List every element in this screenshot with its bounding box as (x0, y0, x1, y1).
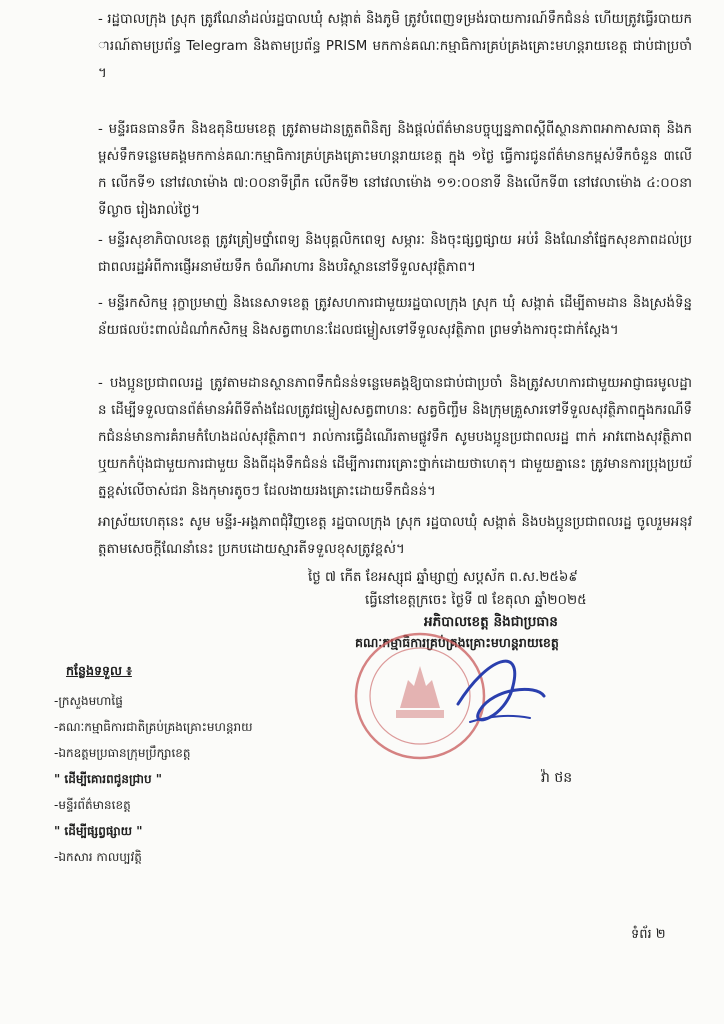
recipients-heading: កន្លែងទទួល ៖ (66, 663, 132, 678)
recipient-item: -គណៈកម្មាធិការជាតិគ្រប់គ្រងគ្រោះមហន្តរាយ (54, 720, 253, 734)
solar-date: ធ្វើនៅខេត្តក្រចេះ ថ្ងៃទី ៧ ខែតុលា ឆ្នាំ២០២៥ (365, 593, 587, 608)
paragraph-closing-request: អាស្រ័យហេតុនេះ សូម មន្ទីរ-អង្គភាពជុំវិញខេត្ត រដ្ឋបាលក្រុង ស្រុក រដ្ឋបាលឃុំ សង្កាត់ និងបងប្អូនប្រជាពលរដ្ឋ ចូលរួមអនុវត្តតាមសេចក្តីណែនាំនេះ ប្រកបដោយស្មារតីទទួលខុសត្រូវខ្ពស់។ (98, 515, 692, 557)
official-seal-and-signature (348, 626, 548, 776)
signatory-name: វ៉ា ថន (541, 770, 573, 786)
recipients-block (54, 660, 344, 870)
committee-title: គណៈកម្មាធិការគ្រប់គ្រងគ្រោះមហន្តរាយខេត្ត (355, 635, 559, 650)
signatory-title: អភិបាលខេត្ត និងជាប្រធាន (424, 614, 558, 630)
lunar-date: ថ្ងៃ ៧ កើត ខែអស្សុជ ឆ្នាំម្សាញ់ សប្តស័ក ព.ស.២៥៦៩ (308, 570, 578, 585)
seal-icon (348, 626, 548, 776)
paragraph-citizens-guidance: - បងប្អូនប្រជាពលរដ្ឋ ត្រូវតាមដានស្ថានភាពទឹកជំនន់ទន្លេមេគង្គឱ្យបានជាប់ជាប្រចាំ និងត្រូវសហការជាមួយអាជ្ញាធរមូលដ្ឋាន ដើម្បីទទួលបានព័ត៌មានអំពីទីតាំងដែលត្រូវជម្លៀសសត្វពាហនៈ សត្វចិញ្ចឹម និងក្រុមគ្រួសារទៅទីទួលសុវត្ថិភាពក្នុងករណីទឹកជំនន់មានការគំរាមកំហែងដល់សុវត្ថិភាព។ រាល់ការធ្វើដំណើរតាមផ្លូវទឹក សូមបងប្អូនប្រជាពលរដ្ឋ ពាក់ អាវពោងសុវត្ថិភាព ឬយកកំប៉ុងជាមួយការជាមួយ និងពីដុងទឹកជំនន់ ដើម្បីការពារគ្រោះថ្នាក់ដោយថាហេតុ។ ជាមួយគ្នានេះ ត្រូវមានការប្រុងប្រយ័ត្នខ្ពស់លើចាស់ជរា និងកុមារតូចៗ ដែលងាយរងគ្រោះដោយទឹកជំនន់។ (98, 376, 692, 499)
recipient-item: -ក្រសួងមហាផ្ទៃ (54, 694, 123, 708)
recipient-item: -ឯកឧត្តមប្រធានក្រុមប្រឹក្សាខេត្ត (54, 746, 191, 760)
paragraph-agriculture-department: - មន្ទីរកសិកម្ម រុក្ខាប្រមាញ់ និងនេសាទខេត្ត ត្រូវសហការជាមួយរដ្ឋបាលក្រុង ស្រុក ឃុំ សង្កាត់ ដើម្បីតាមដាន និងស្រង់ទិន្នន័យផលប៉ះពាល់ដំណាំកសិកម្ម និងសត្វពាហនៈដែលជម្លៀសទៅទីទួលសុវត្ថិភាព ព្រមទាំងការចុះជាក់ស្តែង។ (98, 296, 692, 338)
recipient-note: " ដើម្បីគោរពជូនជ្រាប " (54, 772, 162, 786)
recipient-item: -មន្ទីរព័ត៌មានខេត្ត (54, 798, 131, 812)
paragraph-health-department: - មន្ទីរសុខាភិបាលខេត្ត ត្រូវត្រៀមថ្នាំពេទ្យ និងបុគ្គលិកពេទ្យ សម្ភារៈ និងចុះផ្សព្វផ្សាយ អប់រំ និងណែនាំផ្នែកសុខភាពដល់ប្រជាពលរដ្ឋអំពីការផ្ញើអនាម័យទឹក ចំណីអាហារ និងបរិស្ថាននៅទីទួលសុវត្ថិភាព។ (98, 233, 692, 275)
recipient-note: " ដើម្បីផ្សព្វផ្សាយ " (54, 824, 143, 838)
paragraph-water-resources: - មន្ទីរធនធានទឹក និងឧតុនិយមខេត្ត ត្រូវតាមដានត្រួតពិនិត្យ និងផ្តល់ព័ត៌មានបច្ចុប្បន្នភាពស្តីពីស្ថានភាពអាកាសធាតុ និងកម្ពស់ទឹកទន្លេមេគង្គមកកាន់គណៈកម្មាធិការគ្រប់គ្រងគ្រោះមហន្តរាយខេត្ត ក្នុង ១ថ្ងៃ ធ្វើការជូនព័ត៌មានកម្ពស់ទឹកចំនួន ៣លើក លើកទី១ នៅវេលាម៉ោង ៧:០០នាទីព្រឹក លើកទី២ នៅវេលាម៉ោង ១១:០០នាទី និងលើកទី៣ នៅវេលាម៉ោង ៤:០០នាទីល្ងាច រៀងរាល់ថ្ងៃ។ (98, 122, 692, 218)
page-number: ទំព័រ ២ (631, 927, 666, 942)
recipient-item: -ឯកសារ កាលប្បវត្តិ (54, 850, 142, 864)
paragraph-city-district-reporting: - រដ្ឋបាលក្រុង ស្រុក ត្រូវណែនាំដល់រដ្ឋបាលឃុំ សង្កាត់ និងភូមិ ត្រូវបំពេញទម្រង់របាយការណ៍ទឹកជំនន់ ហើយត្រូវធ្វើរបាយការណ៍តាមប្រព័ន្ធ Telegram និងតាមប្រព័ន្ធ PRISM មកកាន់គណៈកម្មាធិការគ្រប់គ្រងគ្រោះមហន្តរាយខេត្ត ជាប់ជាប្រចាំ។ (98, 12, 692, 81)
